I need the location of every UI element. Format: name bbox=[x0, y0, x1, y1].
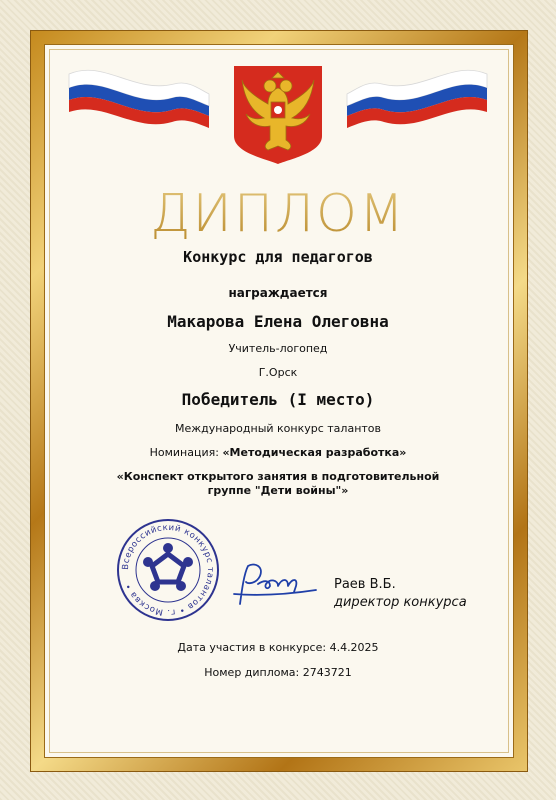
svg-text:Всероссийский конкурс талантов bbox=[121, 523, 215, 617]
signer-role: директор конкурса bbox=[334, 595, 467, 610]
diploma-title: ДИПЛОМ bbox=[44, 184, 512, 244]
recipient-name: Макарова Елена Олеговна bbox=[167, 312, 389, 331]
recipient-city: Г.Орск bbox=[258, 366, 298, 379]
nomination-value: «Методическая разработка» bbox=[222, 446, 407, 459]
nomination-prefix: Номинация: bbox=[149, 446, 223, 459]
contest-name: Конкурс для педагогов bbox=[183, 248, 373, 266]
diploma-content bbox=[44, 44, 512, 756]
result-place: Победитель (I место) bbox=[181, 390, 375, 409]
coat-of-arms-icon bbox=[234, 66, 322, 164]
contest-seal-icon bbox=[116, 518, 220, 622]
nomination-line bbox=[44, 446, 512, 459]
signer-name: Раев В.Б. bbox=[334, 577, 396, 592]
participation-date: Дата участия в конкурсе: 4.4.2025 bbox=[177, 641, 379, 654]
signature-icon bbox=[230, 554, 320, 614]
contest-type: Международный конкурс талантов bbox=[174, 422, 382, 435]
flag-ribbon-left-icon bbox=[64, 54, 214, 134]
diploma-number: Номер диплома: 2743721 bbox=[204, 666, 352, 679]
awarded-label: награждается bbox=[228, 286, 328, 300]
seal-text: Всероссийский конкурс талантов • г. Москва • bbox=[120, 522, 216, 618]
flag-ribbon-right-icon bbox=[342, 54, 492, 134]
work-title: «Конспект открытого занятия в подготовительной группе "Дети войны"» bbox=[116, 470, 440, 497]
recipient-position: Учитель-логопед bbox=[228, 342, 328, 355]
